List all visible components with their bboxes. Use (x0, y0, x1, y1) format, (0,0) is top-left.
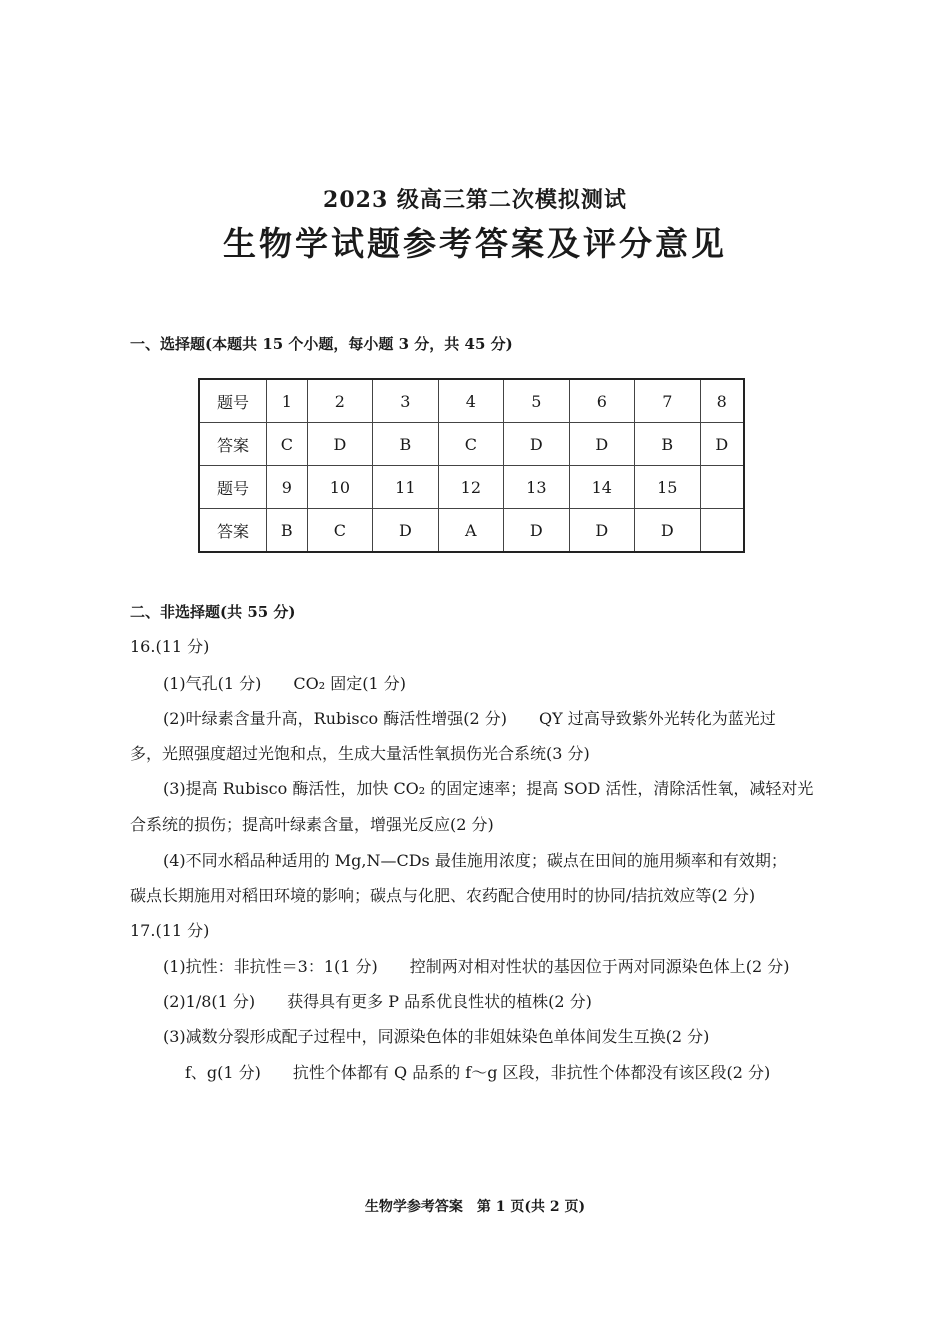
question-number: 11 (373, 466, 438, 509)
answer-line (163, 991, 592, 1013)
question-number: 10 (307, 466, 372, 509)
question-number: 15 (635, 466, 700, 509)
question-number: 12 (438, 466, 503, 509)
answer-text: 合系统的损伤；提高叶绿素含量，增强光反应(2 分) (130, 815, 494, 834)
answer-line (163, 708, 776, 730)
answer-text: (4)不同水稻品种适用的 Mg,N—CDs 最佳施用浓度；碳点在田间的施用频率和有效期； (163, 851, 787, 870)
question-number: 14 (569, 466, 634, 509)
table-row (199, 509, 744, 553)
question-16-number: 16.(11 分) (130, 637, 210, 656)
answer-text: CO₂ 固定(1 分) (293, 674, 407, 693)
answer-cell: B (373, 423, 438, 466)
answer-cell: D (700, 423, 744, 466)
question-number: 8 (700, 379, 744, 423)
answer-text: 控制两对相对性状的基因位于两对同源染色体上(2 分) (409, 957, 790, 976)
answer-text: (2)叶绿素含量升高，Rubisco 酶活性增强(2 分) (163, 709, 508, 728)
answer-cell (700, 509, 744, 553)
answer-cell: C (267, 423, 308, 466)
answer-text: (1)气孔(1 分) (163, 674, 262, 693)
row-label: 题号 (199, 379, 267, 423)
section-2-heading: 二、非选择题(共 55 分) (130, 603, 296, 621)
row-label: 题号 (199, 466, 267, 509)
answer-cell: C (438, 423, 503, 466)
answer-text: (1)抗性：非抗性＝3：1(1 分) (163, 957, 378, 976)
question-number: 13 (504, 466, 569, 509)
answer-cell: D (569, 423, 634, 466)
page-footer: 生物学参考答案 第 1 页(共 2 页) (364, 1199, 586, 1215)
answer-cell: D (307, 423, 372, 466)
question-number: 7 (635, 379, 700, 423)
row-label: 答案 (199, 423, 267, 466)
answer-cell: D (504, 509, 569, 553)
answer-text: 碳点长期施用对稻田环境的影响；碳点与化肥、农药配合使用时的协同/拮抗效应等(2 分) (130, 886, 756, 905)
section-1-heading: 一、选择题(本题共 15 个小题，每小题 3 分，共 45 分) (130, 335, 513, 353)
answer-cell: A (438, 509, 503, 553)
question-number: 9 (267, 466, 308, 509)
question-number: 3 (373, 379, 438, 423)
answer-text: (3)提高 Rubisco 酶活性，加快 CO₂ 的固定速率；提高 SOD 活性，清除活性氧，减轻对光 (163, 779, 814, 798)
answer-cell: B (267, 509, 308, 553)
answer-line (163, 956, 790, 978)
answer-cell: D (569, 509, 634, 553)
answer-text: (3)减数分裂形成配子过程中，同源染色体的非姐妹染色单体间发生互换(2 分) (163, 1027, 710, 1046)
question-number: 4 (438, 379, 503, 423)
exam-subtitle: 2023 级高三第二次模拟测试 (323, 187, 627, 213)
answer-cell: D (635, 509, 700, 553)
answer-cell: B (635, 423, 700, 466)
answer-line (185, 1062, 770, 1084)
question-number: 5 (504, 379, 569, 423)
table-row (199, 379, 744, 423)
answer-text: 获得具有更多 P 品系优良性状的植株(2 分) (287, 992, 592, 1011)
question-number: 2 (307, 379, 372, 423)
question-number (700, 466, 744, 509)
table-row (199, 466, 744, 509)
answer-text: f、g(1 分) (185, 1063, 261, 1082)
answer-line (163, 673, 406, 695)
answer-text: 多，光照强度超过光饱和点，生成大量活性氧损伤光合系统(3 分) (130, 744, 590, 763)
table-row (199, 423, 744, 466)
question-17-number: 17.(11 分) (130, 921, 210, 940)
answer-cell: D (373, 509, 438, 553)
row-label: 答案 (199, 509, 267, 553)
answer-text: 抗性个体都有 Q 品系的 f～g 区段，非抗性个体都没有该区段(2 分) (292, 1063, 771, 1082)
answer-cell: C (307, 509, 372, 553)
question-number: 6 (569, 379, 634, 423)
answer-text: (2)1/8(1 分) (163, 992, 256, 1011)
question-number: 1 (267, 379, 308, 423)
answer-text: QY 过高导致紫外光转化为蓝光过 (539, 709, 776, 728)
answer-cell: D (504, 423, 569, 466)
choice-answer-table (198, 378, 745, 553)
exam-title: 生物学试题参考答案及评分意见 (223, 224, 727, 263)
